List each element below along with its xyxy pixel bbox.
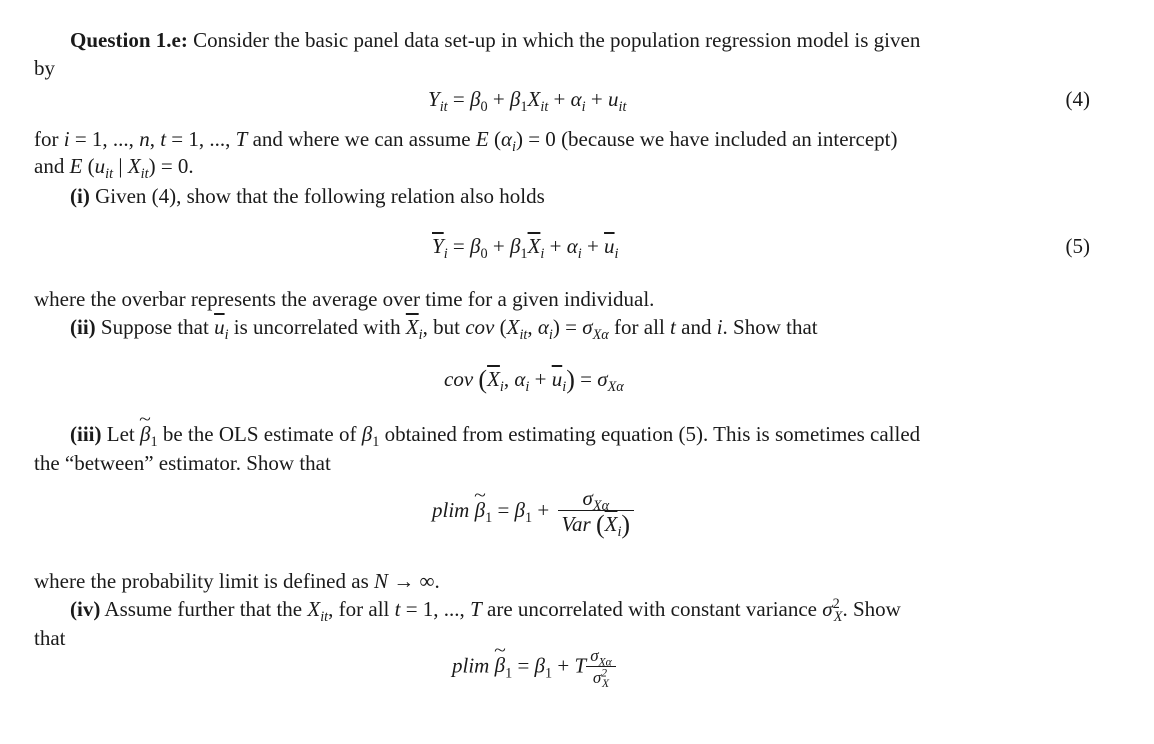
- equation-plim-1: plim ~ $\beta_1 = \beta_1$ + $\frac{\sigma_{X\alpha}}{Var (\overline{X}_i)}$: [432, 486, 637, 538]
- conditions-line-1: for i = 1, ..., n, t = 1, ..., T and where we can assume E $(\alpha_i) = 0$ (because we have included an intercept): [34, 127, 898, 156]
- part-i-line: [70, 183, 545, 209]
- part-iv-label: (iv): [70, 597, 101, 621]
- part-i-label: (i): [70, 184, 90, 208]
- equation-cov: cov ($\overline{X}_i$, $\alpha_i + \overline{u}_i) = \sigma_{X\alpha}$: [444, 365, 624, 396]
- equation-plim-2: plim ~ $\beta_1 = \beta_1 + T$ $\frac{\sigma_{X\alpha}}{\sigma^2_X}$: [452, 646, 619, 689]
- part-iii-after-text: where the probability limit is defined as N → ∞.: [34, 569, 440, 593]
- equation-5-number: (5): [1065, 234, 1090, 258]
- equation-4: $Y_{it} = \beta_0 + \beta_1X_{it} + \alpha_i + u_{it}$: [428, 87, 627, 116]
- part-i-text: Given (4), show that the following relation also holds: [95, 184, 545, 208]
- question-intro-cont: by: [34, 56, 55, 80]
- equation-4-number: (4): [1065, 87, 1090, 111]
- part-ii-line: (ii) Suppose that $\overline{u}_i$ is uncorrelated with $\overline{X}_i$, but cov ($X_{it}$, $\alpha_i) = \sigma_{X\alpha}$ for all t and i. Show that: [70, 315, 818, 344]
- part-iv-line-2: that: [34, 626, 66, 650]
- question-label: Question 1.e:: [70, 28, 188, 52]
- part-iii-line: (iii) Let ~ $\beta_1$ be the OLS estimate of $\beta_1$ obtained from estimating equation (5). This is sometimes called: [70, 421, 920, 447]
- part-iii-line-2: the “between” estimator. Show that: [34, 451, 331, 475]
- conditions-line-2: and E ($u_{it}$ | $X_{it}) = 0$.: [34, 154, 194, 183]
- part-iv-line: (iv) Assume further that the $X_{it}$, for all t = 1, ..., T are uncorrelated with constant variance $\sigma^2_X$. Show: [70, 596, 901, 626]
- part-i-after-text: where the overbar represents the average over time for a given individual.: [34, 287, 655, 311]
- question-intro-line: [70, 27, 920, 53]
- part-iii-label: (iii): [70, 422, 102, 446]
- part-ii-label: (ii): [70, 315, 96, 339]
- question-intro-text: Consider the basic panel data set-up in which the population regression model is given: [193, 28, 921, 52]
- equation-5: $\overline{Y}_i = \beta_0 + \beta_1\overline{X}_i + \alpha_i + \overline{u}_i$: [432, 234, 619, 263]
